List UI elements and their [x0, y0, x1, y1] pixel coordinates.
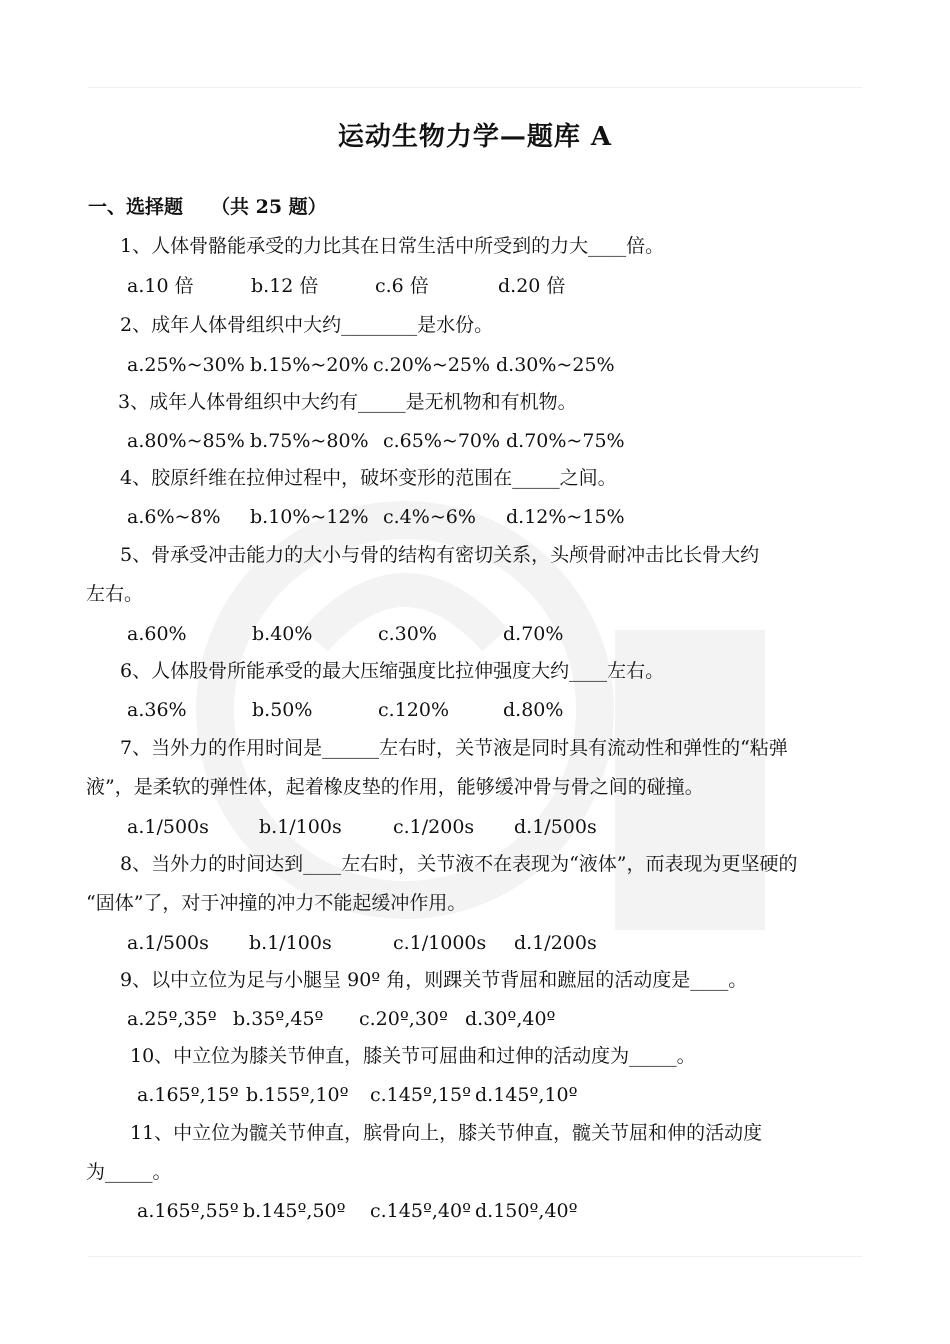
question-4-text: 4、胶原纤维在拉伸过程中，破坏变形的范围在_____之间。 [120, 467, 617, 489]
question-5-text-cont: 左右。 [86, 583, 144, 605]
option-c: c.6 倍 [375, 275, 429, 297]
section-label: 一、选择题 [88, 196, 184, 218]
option-a: a.1/500s [127, 816, 209, 838]
question-8-options [0, 931, 950, 955]
question-9-text: 9、以中立位为足与小腿呈 90º 角，则踝关节背屈和蹠屈的活动度是____。 [120, 969, 748, 991]
option-b: b.35º,45º [233, 1008, 324, 1030]
question-7-text-cont: 液”，是柔软的弹性体，起着橡皮垫的作用，能够缓冲骨与骨之间的碰撞。 [86, 776, 704, 798]
option-a: a.36% [127, 699, 187, 721]
option-a: a.25%~30% [127, 354, 245, 376]
question-7-options [0, 815, 950, 839]
question-5-text: 5、骨承受冲击能力的大小与骨的结构有密切关系，头颅骨耐冲击比长骨大约 [120, 544, 760, 566]
question-8-text: 8、当外力的时间达到____左右时，关节液不在表现为“液体”，而表现为更坚硬的 [120, 853, 798, 875]
option-b: b.40% [252, 623, 313, 645]
question-1-options [0, 274, 950, 298]
option-d: d.150º,40º [475, 1200, 578, 1222]
option-a: a.165º,55º [137, 1200, 239, 1222]
question-11-text: 11、中立位为髋关节伸直，膑骨向上，膝关节伸直，髋关节屈和伸的活动度 [130, 1122, 763, 1144]
document-title: 运动生物力学—题库 A [337, 122, 613, 152]
option-b: b.15%~20% [250, 354, 369, 376]
question-7-text: 7、当外力的作用时间是______左右时，关节液是同时具有流动性和弹性的“粘弹 [120, 737, 788, 759]
question-4-options [0, 505, 950, 529]
option-a: a.1/500s [127, 932, 209, 954]
option-d: d.30%~25% [496, 354, 615, 376]
option-d: d.30º,40º [465, 1008, 556, 1030]
option-b: b.50% [252, 699, 313, 721]
question-11-text-cont: 为_____。 [86, 1161, 172, 1183]
option-d: d.1/500s [514, 816, 597, 838]
option-c: c.20%~25% [373, 354, 491, 376]
option-c: c.1/200s [393, 816, 475, 838]
question-3-options [0, 429, 950, 453]
question-10-text: 10、中立位为膝关节伸直，膝关节可屈曲和过伸的活动度为_____。 [130, 1045, 696, 1067]
question-5-options [0, 622, 950, 646]
option-b: b.75%~80% [250, 430, 369, 452]
option-c: c.4%~6% [383, 506, 476, 528]
page-bottom-rule [88, 1256, 862, 1257]
option-c: c.65%~70% [383, 430, 501, 452]
option-c: c.30% [378, 623, 437, 645]
option-d: d.1/200s [514, 932, 597, 954]
option-b: b.155º,10º [246, 1084, 349, 1106]
question-10-options [0, 1083, 950, 1107]
option-c: c.120% [378, 699, 449, 721]
option-a: a.60% [127, 623, 187, 645]
option-d: d.70% [503, 623, 564, 645]
option-b: b.12 倍 [251, 275, 319, 297]
section-heading [88, 192, 327, 219]
option-b: b.145º,50º [243, 1200, 346, 1222]
question-2-text: 2、成年人体骨组织中大约________是水份。 [120, 314, 494, 336]
option-a: a.80%~85% [127, 430, 245, 452]
question-11-options [0, 1199, 950, 1223]
option-b: b.10%~12% [250, 506, 369, 528]
section-count: （共 25 题） [211, 196, 327, 218]
question-6-text: 6、人体股骨所能承受的最大压缩强度比拉伸强度大约____左右。 [120, 660, 665, 682]
question-6-options [0, 698, 950, 722]
option-a: a.10 倍 [127, 275, 194, 297]
option-a: a.6%~8% [127, 506, 221, 528]
option-b: b.1/100s [249, 932, 332, 954]
question-1-text: 1、人体骨骼能承受的力比其在日常生活中所受到的力大____倍。 [120, 235, 665, 257]
option-b: b.1/100s [259, 816, 342, 838]
option-c: c.145º,40º [370, 1200, 472, 1222]
option-c: c.20º,30º [359, 1008, 448, 1030]
page-top-rule [88, 87, 862, 88]
option-c: c.1/1000s [393, 932, 487, 954]
option-c: c.145º,15º [370, 1084, 472, 1106]
question-8-text-cont: “固体”了，对于冲撞的冲力不能起缓冲作用。 [86, 892, 467, 914]
question-3-text: 3、成年人体骨组织中大约有_____是无机物和有机物。 [118, 391, 577, 413]
option-a: a.25º,35º [127, 1008, 217, 1030]
option-d: d.145º,10º [475, 1084, 578, 1106]
option-d: d.70%~75% [506, 430, 625, 452]
question-9-options [0, 1007, 950, 1031]
question-2-options [0, 353, 950, 377]
option-d: d.80% [503, 699, 564, 721]
option-a: a.165º,15º [137, 1084, 239, 1106]
option-d: d.20 倍 [498, 275, 566, 297]
option-d: d.12%~15% [506, 506, 625, 528]
